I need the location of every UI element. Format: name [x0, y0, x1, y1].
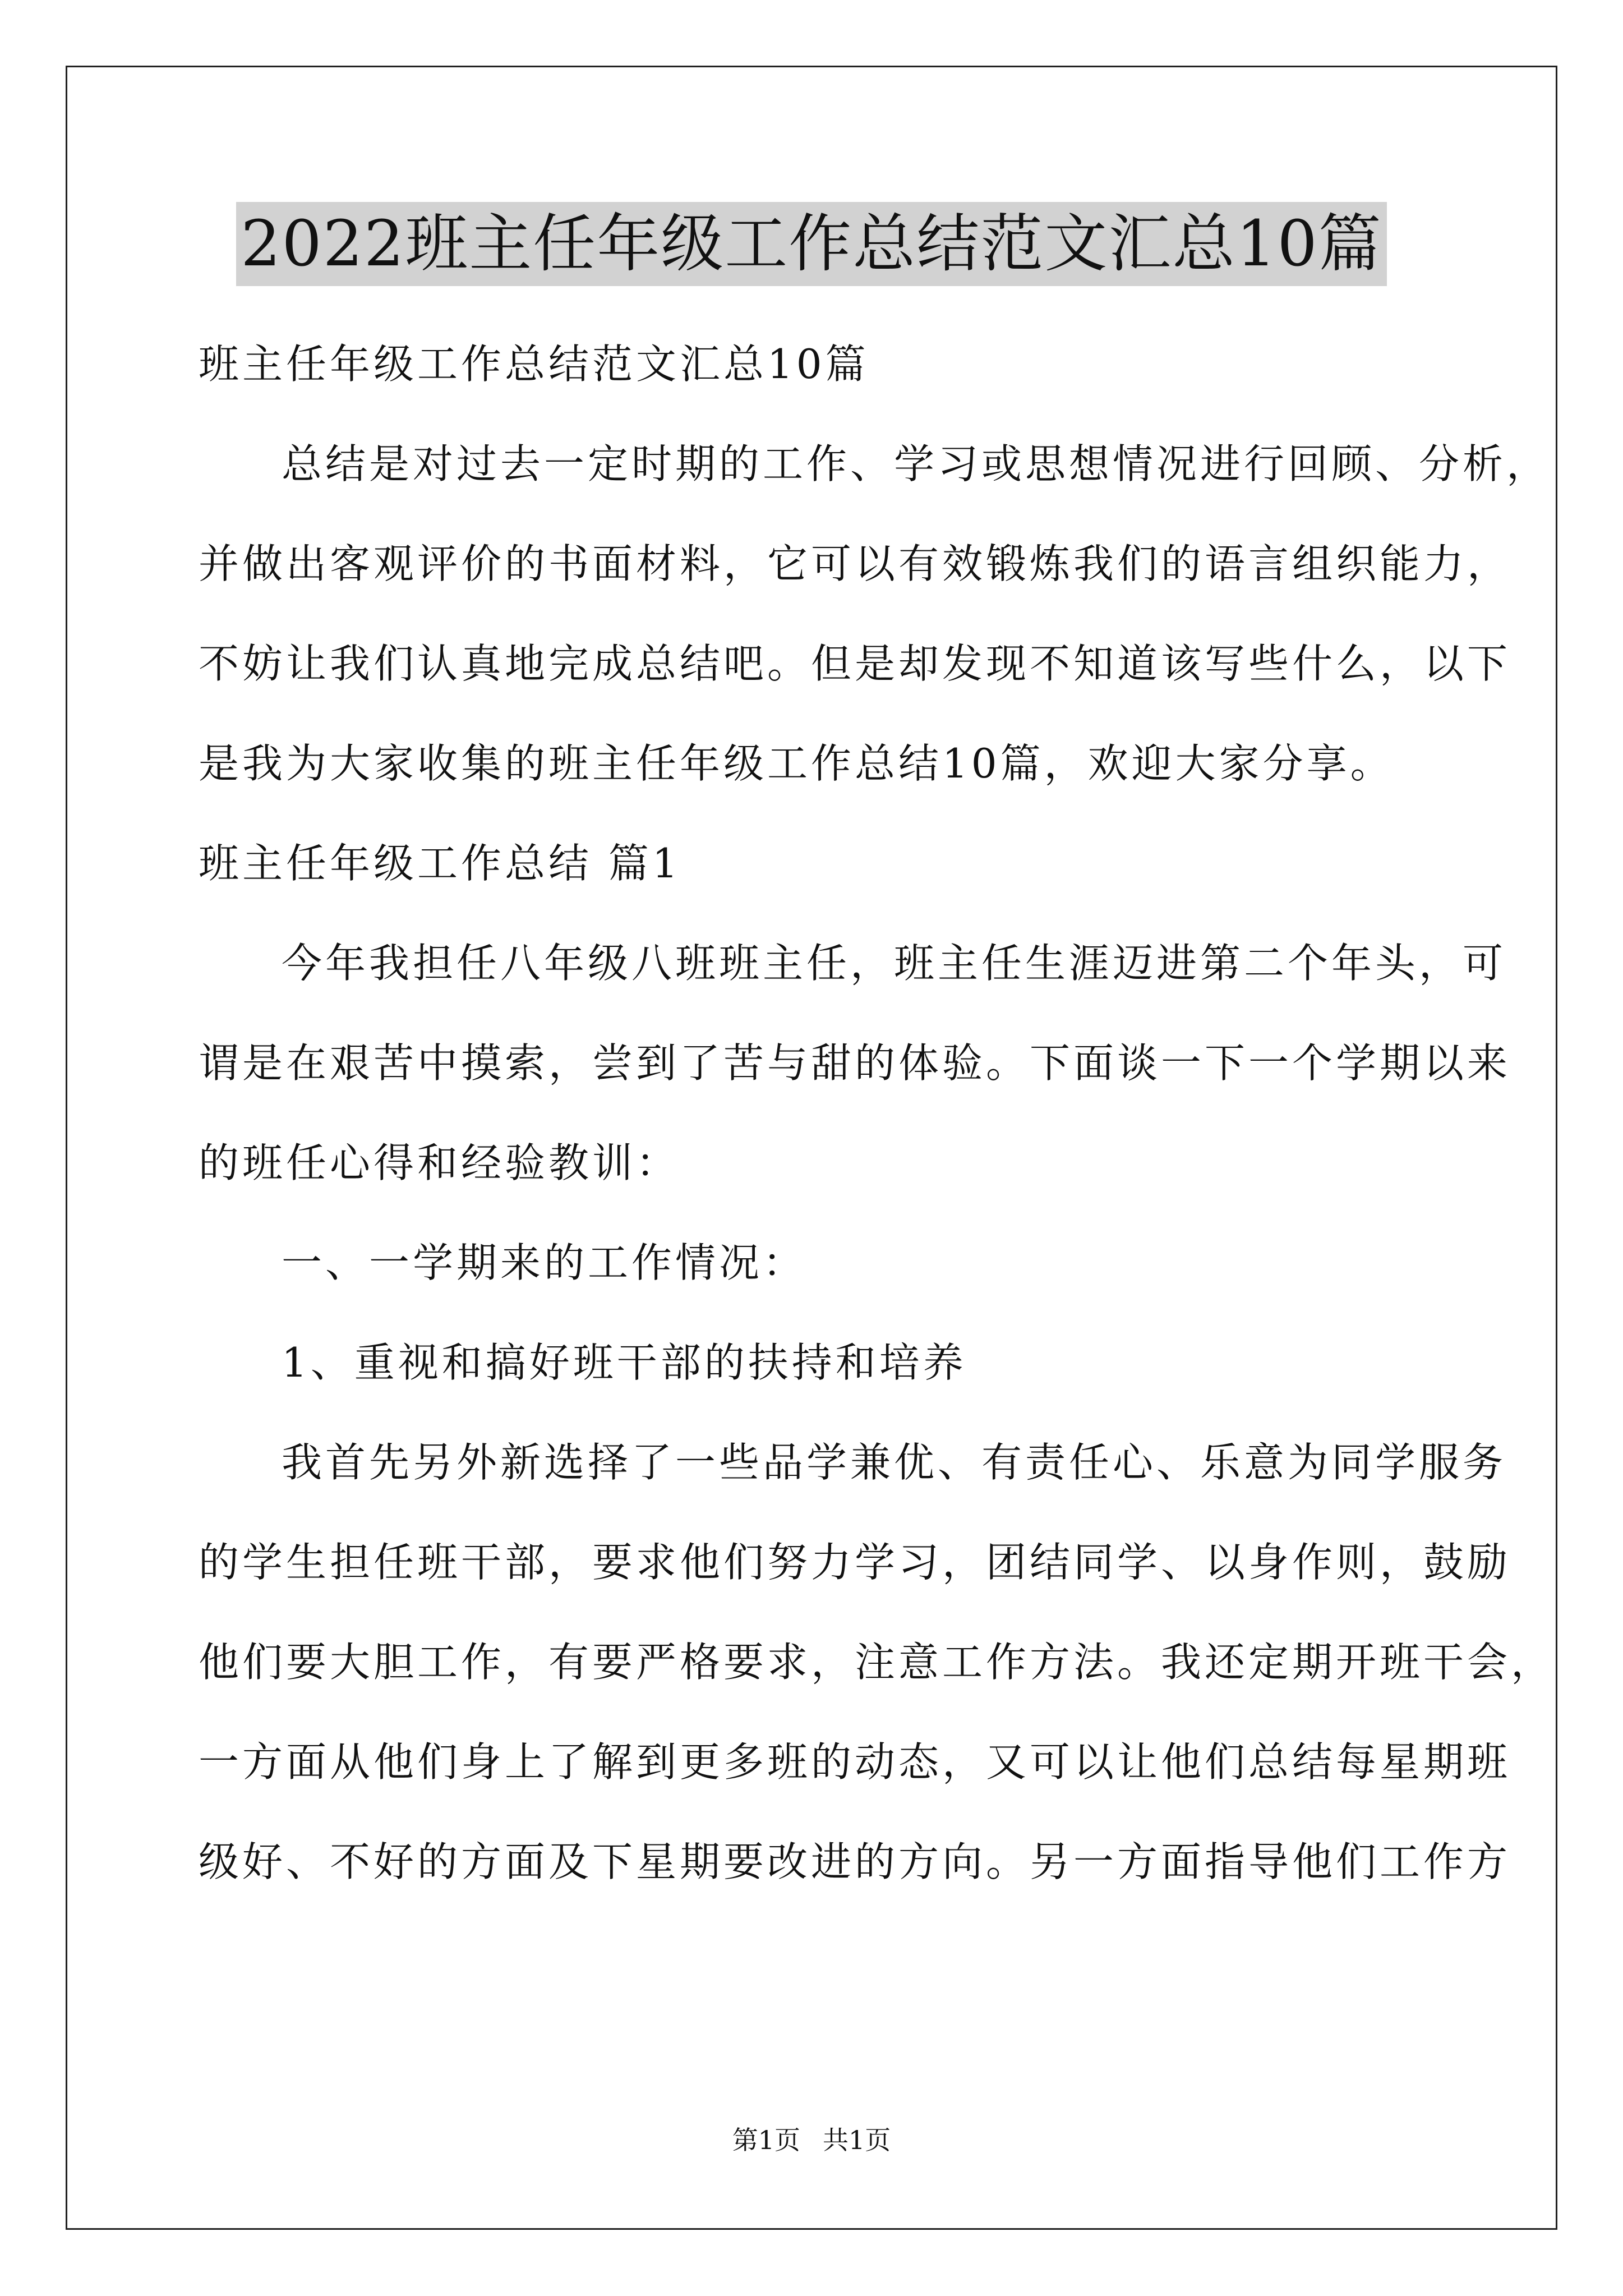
text-line: 的班任心得和经验教训：: [199, 1139, 680, 1186]
document-title: 2022班主任年级工作总结范文汇总10篇: [236, 202, 1387, 286]
text-line: 并做出客观评价的书面材料，它可以有效锻炼我们的语言组织能力，: [199, 540, 1511, 587]
text-line: 1、重视和搞好班干部的扶持和培养: [282, 1339, 967, 1386]
page-number-current: 第1页: [732, 2125, 800, 2155]
text-line: 他们要大胆工作，有要严格要求，注意工作方法。我还定期开班干会，: [199, 1639, 1555, 1686]
text-line: 班主任年级工作总结 篇1: [199, 840, 681, 887]
text-line: 是我为大家收集的班主任年级工作总结10篇，欢迎大家分享。: [199, 740, 1394, 787]
text-line: 级好、不好的方面及下星期要改进的方向。另一方面指导他们工作方: [199, 1838, 1511, 1885]
text-line: 班主任年级工作总结范文汇总10篇: [199, 341, 869, 388]
document-body: [199, 314, 1555, 1912]
page-number-total: 共1页: [823, 2125, 891, 2155]
text-line: 不妨让我们认真地完成总结吧。但是却发现不知道该写些什么，以下: [199, 640, 1511, 687]
title-container: [0, 202, 1623, 286]
text-line: 一方面从他们身上了解到更多班的动态，又可以让他们总结每星期班: [199, 1738, 1511, 1786]
page-footer: [0, 2123, 1623, 2157]
text-line: 谓是在艰苦中摸索，尝到了苦与甜的体验。下面谈一下一个学期以来: [199, 1039, 1511, 1087]
text-line: 的学生担任班干部，要求他们努力学习，团结同学、以身作则，鼓励: [199, 1539, 1511, 1586]
text-line: 我首先另外新选择了一些品学兼优、有责任心、乐意为同学服务: [282, 1439, 1507, 1486]
text-line: 总结是对过去一定时期的工作、学习或思想情况进行回顾、分析，: [282, 440, 1551, 487]
text-line: 一、一学期来的工作情况：: [282, 1239, 807, 1286]
text-line: 今年我担任八年级八班班主任，班主任生涯迈进第二个年头，可: [282, 940, 1507, 987]
